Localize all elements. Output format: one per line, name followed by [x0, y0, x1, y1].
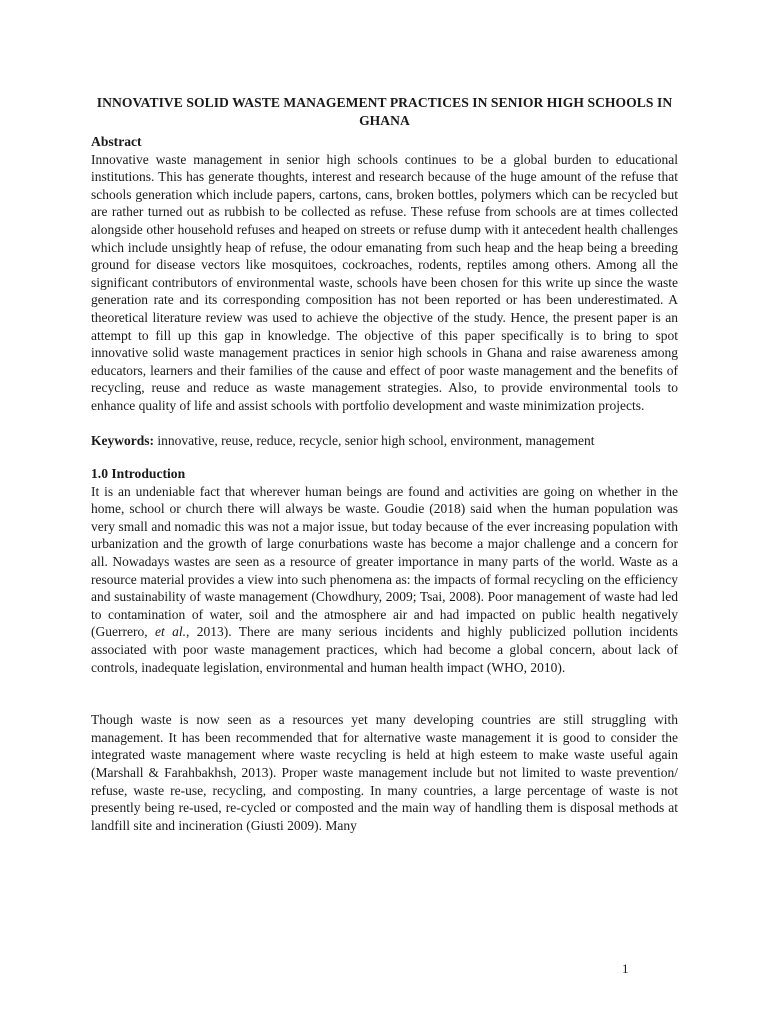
keywords-label: Keywords: [91, 432, 154, 448]
intro-p1-part-b: 2013). There are many serious incidents and highly publicized pollution incidents associated with poor waste management practices, which had become a global concern, about lack of controls, inadequate legislation, environmental and human health impact (WHO, 2010). [91, 624, 679, 675]
abstract-paragraph: Innovative waste management in senior high schools continues to be a global burden to educational institutions. This has generate thoughts, interest and research because of the huge amount of the refuse that schools generation which include papers, cartons, cans, broken bottles, polymers which can be recycled but are rather turned out as rubbish to be collected as refuse. These refuse from schools are at times collected alongside other household refuses and heaped on streets or refuse dump with it antecedent health challenges which include unsightly heap of refuse, the odour emanating from such heap and the heap being a breeding ground for disease vectors like mosquitoes, cockroaches, rodents, reptiles among others. Among all the significant contributors of environmental waste, schools have been chosen for this write up since the waste generation rate and its corresponding composition has not been reported or has been underestimated. A theoretical literature review was used to achieve the objective of the study. Hence, the present paper is an attempt to fill up this gap in knowledge. The objective of this paper specifically is to bring to spot innovative solid waste management practices in senior high schools in Ghana and raise awareness among educators, learners and their families of the cause and effect of poor waste management and the benefits of recycling, reuse and reduce as waste management strategies. Also, to provide environmental tools to enhance quality of life and assist schools with portfolio development and waste minimization projects. [91, 151, 678, 413]
abstract-heading: Abstract [91, 134, 142, 149]
keywords-line [91, 432, 678, 450]
introduction-paragraph-2: Though waste is now seen as a resources yet many developing countries are still struggling with management. It has been recommended that for alternative waste management it is good to consider the integrated waste management where waste recycling is held at high esteem to make waste useful again (Marshall & Farahbakhsh, 2013). Proper waste management include but not limited to waste prevention/ refuse, waste re-use, recycling, and composting. In many countries, a large percentage of waste is not presently being re-used, re-cycled or composted and the main way of handling them is disposal methods at landfill site and incineration (Giusti 2009). Many [91, 712, 678, 833]
document-page [91, 94, 678, 834]
paragraph-spacer [91, 676, 678, 711]
document-title: INNOVATIVE SOLID WASTE MANAGEMENT PRACTICES IN SENIOR HIGH SCHOOLS IN GHANA [96, 95, 673, 128]
keywords-text: innovative, reuse, reduce, recycle, senior high school, environment, management [154, 432, 595, 448]
introduction-heading: 1.0 Introduction [91, 466, 186, 482]
introduction-paragraph-1 [91, 483, 678, 677]
intro-p1-part-a: It is an undeniable fact that wherever human beings are found and activities are going on whether in the home, school or church there will always be waste. Goudie (2018) said when the human population was very small and nomadic this was not a major issue, but today because of the ever increasing population with urbanization and the growth of large conurbations waste has become a major challenge and a concern for all. Nowadays wastes are seen as a resource of greater importance in many parts of the world. Waste as a resource material provides a view into such phenomena as: the impacts of formal recycling on the efficiency and sustainability of waste management (Chowdhury, 2009; Tsai, 2008). Poor management of waste had led to contamination of water, soil and the atmosphere air and had impacted on public health negatively (Guerrero, [91, 483, 678, 640]
intro-p1-et-al: et al., [155, 624, 190, 640]
page-number: 1 [622, 961, 629, 976]
